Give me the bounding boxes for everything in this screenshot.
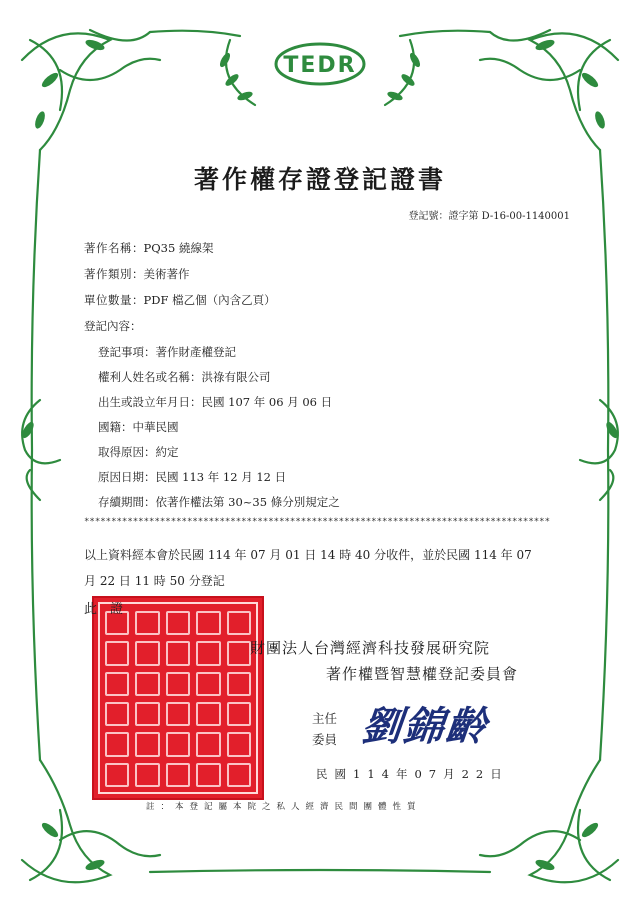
receipt-paragraph-line2: 月 22 日 11 時 50 分登記	[84, 574, 225, 588]
star-divider: **************************************************************************************	[84, 517, 550, 527]
seal-glyph-grid	[102, 608, 254, 790]
item-label: 登記事項	[98, 345, 144, 359]
item-value: 著作財產權登記	[155, 345, 236, 359]
owner-label: 權利人姓名或名稱	[98, 370, 190, 384]
receipt-paragraph-line1: 以上資料經本會於民國 114 年 07 月 01 日 14 時 40 分收件，並於民國 114 年 07	[84, 548, 532, 562]
organization-name: 財團法人台灣經濟科技發展研究院	[250, 639, 491, 657]
signer-role-line2: 委員	[312, 732, 338, 747]
birth-label: 出生或設立年月日	[98, 395, 190, 409]
nationality-row: 國籍：中華民國	[98, 420, 179, 434]
work-category-row: 著作類別：美術著作	[84, 267, 190, 281]
registration-number: 登記號：證字第 D-16-00-1140001	[408, 211, 570, 222]
signature: 劉錦齡	[359, 703, 491, 750]
birth-value: 民國 107 年 06 月 06 日	[201, 395, 333, 409]
svg-text:TEDR: TEDR	[283, 53, 357, 78]
cause-label: 取得原因	[98, 445, 144, 459]
birth-row: 出生或設立年月日：民國 107 年 06 月 06 日	[98, 395, 333, 409]
certify-text: 此 證	[84, 602, 124, 617]
cause-value: 約定	[155, 445, 179, 459]
work-category-label: 著作類別	[84, 267, 132, 281]
duration-value: 依著作權法第 30~35 條分別規定之	[155, 495, 340, 509]
work-category-value: 美術著作	[143, 267, 190, 281]
cause-date-row: 原因日期：民國 113 年 12 月 12 日	[98, 470, 287, 484]
cause-date-label: 原因日期	[98, 470, 144, 484]
unit-quantity-row: 單位數量：PDF 檔乙個（內含乙頁）	[84, 293, 276, 307]
signer-role-line1: 主任	[312, 711, 338, 726]
certificate-title: 著作權存證登記證書	[193, 165, 446, 194]
tedr-logo	[270, 38, 370, 90]
duration-row: 存續期間：依著作權法第 30~35 條分別規定之	[98, 495, 340, 509]
cause-date-value: 民國 113 年 12 月 12 日	[155, 470, 287, 484]
footnote: 註：本登記屬本院之私人經濟民間團體性質	[146, 802, 422, 812]
owner-row: 權利人姓名或名稱：洪祿有限公司	[98, 370, 271, 384]
owner-value: 洪祿有限公司	[201, 370, 271, 384]
work-name-row: 著作名稱：PQ35 繞線架	[84, 241, 214, 255]
content-heading: 登記內容：	[84, 319, 142, 333]
nationality-label: 國籍	[98, 420, 121, 434]
unit-quantity-value: PDF 檔乙個（內含乙頁）	[143, 293, 276, 307]
unit-quantity-label: 單位數量	[84, 293, 132, 307]
work-name-label: 著作名稱	[84, 241, 132, 255]
committee-name: 著作權暨智慧權登記委員會	[326, 665, 519, 683]
work-name-value: PQ35 繞線架	[143, 241, 214, 255]
issue-date: 民國114年07月22日	[316, 767, 509, 781]
nationality-value: 中華民國	[132, 420, 179, 434]
official-seal	[92, 596, 264, 800]
duration-label: 存續期間	[98, 495, 144, 509]
item-row: 登記事項：著作財產權登記	[98, 345, 236, 359]
cause-row: 取得原因：約定	[98, 445, 179, 459]
